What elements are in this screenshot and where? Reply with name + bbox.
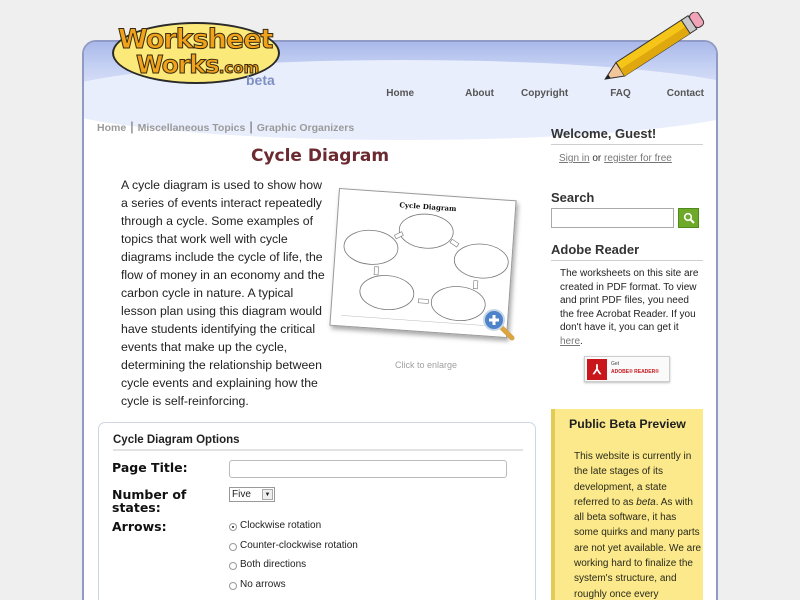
chevron-down-icon: ▼: [262, 489, 273, 500]
radio-no-arrows[interactable]: [229, 579, 286, 590]
click-to-enlarge-caption[interactable]: Click to enlarge: [394, 360, 458, 370]
states-label-line1: Number of: [112, 487, 187, 502]
page-title: Cycle Diagram: [250, 146, 390, 166]
adobe-text-body: The worksheets on this site are created in PDF format. To view and print PDF files, you need the free Acrobat Reader. If you don't have it, you can get it: [560, 268, 699, 333]
beta-emphasis: beta: [636, 496, 656, 508]
breadcrumb-graphic-organizers[interactable]: Graphic Organizers: [256, 122, 355, 134]
welcome-heading: Welcome, Guest!: [551, 126, 703, 145]
radio-label: Clockwise rotation: [240, 520, 322, 531]
radio-label: Counter-clockwise rotation: [240, 540, 358, 551]
or-text: or: [592, 153, 602, 164]
adobe-reader-label: ADOBE® READER®: [611, 369, 659, 375]
logo-dotcom: .com: [218, 59, 260, 77]
adobe-reader-heading: Adobe Reader: [551, 242, 703, 261]
cycle-diagram-options-panel: [98, 422, 536, 600]
radio-both-directions[interactable]: [229, 559, 306, 570]
search-icon: [683, 212, 695, 224]
sign-in-link[interactable]: Sign in: [559, 153, 590, 164]
nav-faq[interactable]: FAQ: [610, 88, 631, 99]
states-label-line2: states:: [112, 500, 161, 515]
breadcrumb: [97, 119, 354, 134]
breadcrumb-misc-topics[interactable]: Miscellaneous Topics: [137, 122, 246, 134]
page-title-label: Page Title:: [112, 460, 188, 475]
radio-button[interactable]: [229, 582, 237, 590]
adobe-here-link[interactable]: here: [560, 335, 581, 347]
top-nav: [386, 88, 704, 99]
number-of-states-label: [112, 488, 186, 514]
number-of-states-select[interactable]: [229, 487, 275, 502]
public-beta-preview-box: [551, 409, 703, 600]
intro-paragraph: A cycle diagram is used to show how a series of events interact repeatedly through a cycle. Some examples of topics that work well with cycle diagrams include the cycle of life, the flow of money in an economy and the carbon cycle in nature. A typical lesson plan using this diagram would have students identifying the critical events that make up the cycle, determining the relationship between cycle events and explaining how the cycle is self-reinforcing.: [121, 178, 325, 408]
breadcrumb-separator: |: [130, 119, 134, 134]
logo-text-works: [136, 50, 259, 79]
arrows-label: Arrows:: [112, 519, 167, 534]
beta-badge: beta: [246, 72, 275, 88]
radio-button[interactable]: [229, 562, 237, 570]
nav-copyright[interactable]: Copyright: [520, 88, 569, 99]
pencil-icon: [588, 12, 718, 84]
adobe-period: .: [580, 335, 583, 347]
search-button[interactable]: [678, 208, 699, 228]
get-adobe-reader-button[interactable]: [584, 356, 670, 382]
nav-contact[interactable]: Contact: [666, 88, 704, 99]
logo-text-worksheet: Worksheet: [118, 24, 273, 55]
adobe-reader-text: [560, 267, 700, 348]
get-label: Get: [611, 361, 620, 367]
beta-text: [574, 449, 702, 600]
search-heading: Search: [551, 190, 595, 205]
radio-button-checked[interactable]: [229, 523, 237, 531]
beta-text-part2: . As with all beta software, it has some quirks and many parts are not yet available. We are working hard to finalize the system's structure, and roughly once every: [574, 496, 702, 600]
signin-line: [559, 153, 672, 164]
svg-text:Cycle Diagram: Cycle Diagram: [399, 200, 457, 214]
register-link[interactable]: register for free: [604, 153, 672, 164]
breadcrumb-home[interactable]: Home: [97, 122, 127, 134]
radio-label: No arrows: [240, 579, 286, 590]
adobe-pdf-icon: ⅄: [587, 359, 607, 380]
options-heading: Cycle Diagram Options: [113, 434, 523, 451]
magnifier-plus-icon[interactable]: [482, 308, 518, 344]
breadcrumb-separator: |: [249, 119, 253, 134]
worksheet-thumbnail[interactable]: [326, 186, 526, 376]
logo-works: Works: [136, 50, 219, 79]
states-selected-value: Five: [232, 489, 251, 500]
search-input[interactable]: [551, 208, 674, 228]
nav-about[interactable]: About: [465, 88, 494, 99]
radio-label: Both directions: [240, 559, 307, 570]
beta-text-part1: This website is currently in the late stages of its development, a state referred to as: [574, 451, 692, 508]
beta-heading: Public Beta Preview: [569, 417, 686, 431]
sidebar: [551, 126, 703, 600]
page-title-input[interactable]: [229, 460, 507, 478]
radio-counter-clockwise[interactable]: [229, 540, 358, 551]
radio-clockwise[interactable]: [229, 520, 321, 531]
nav-home[interactable]: Home: [386, 88, 415, 99]
radio-button[interactable]: [229, 543, 237, 551]
